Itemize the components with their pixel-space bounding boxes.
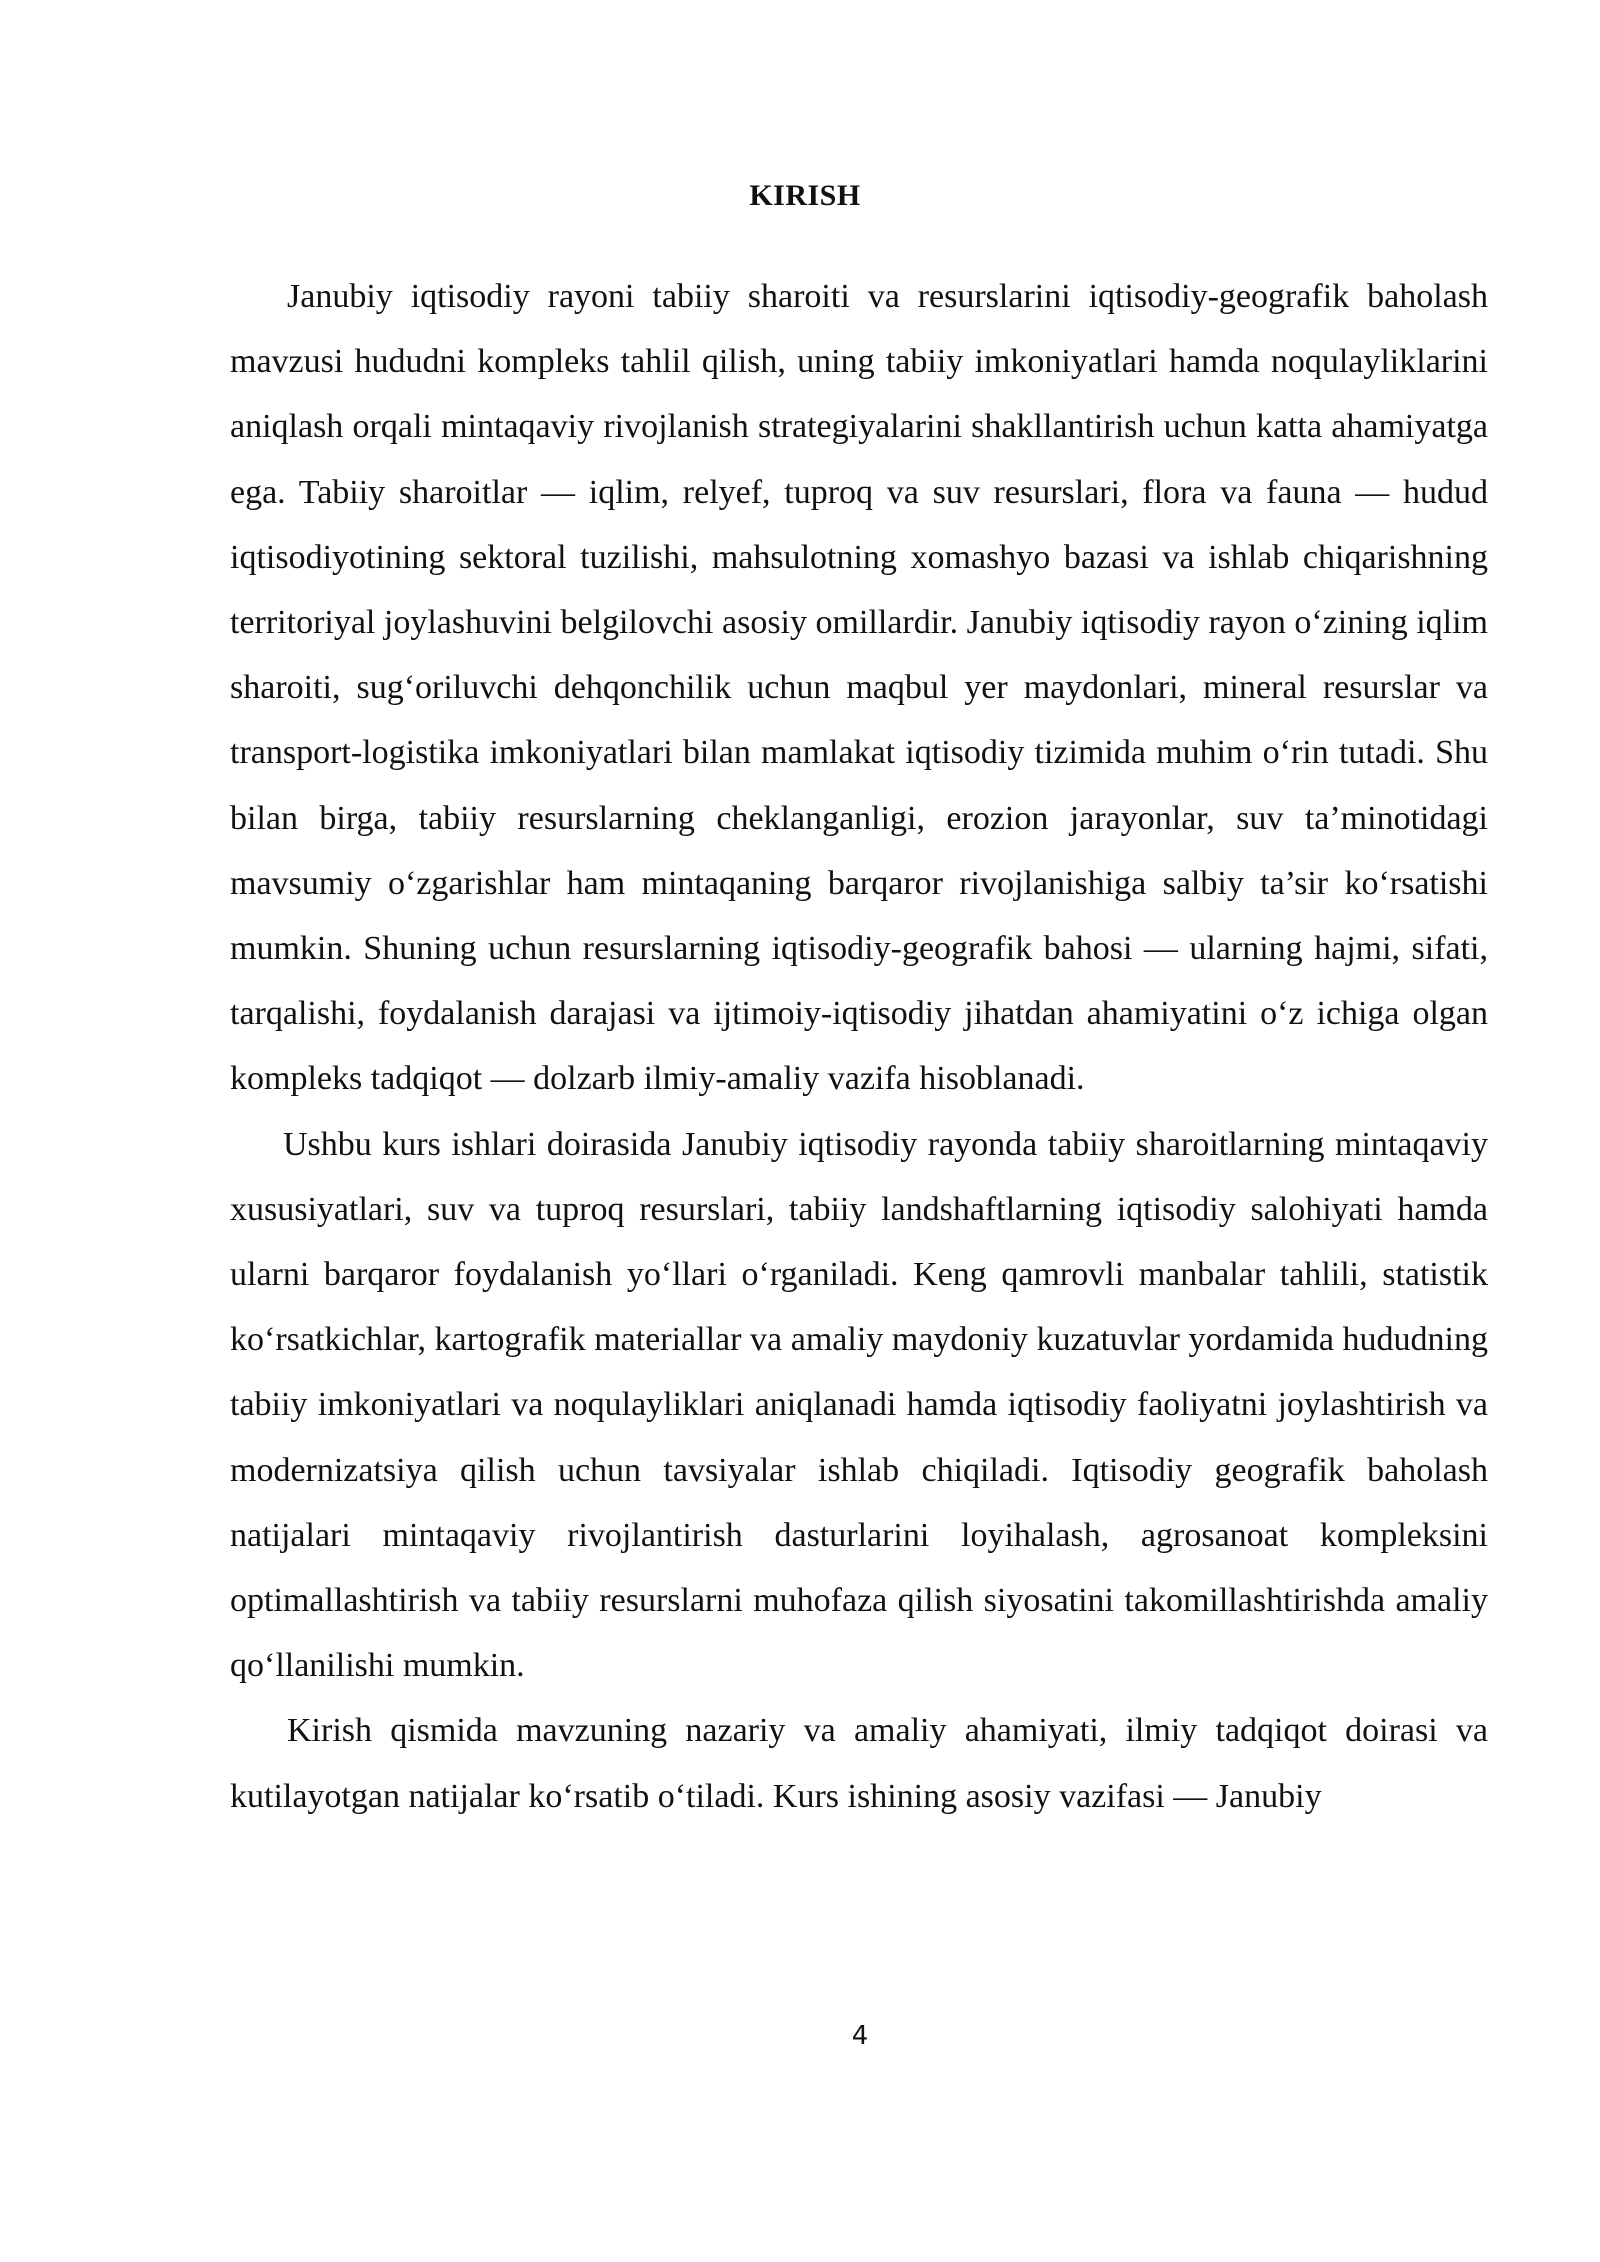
body-text <box>230 264 1488 1829</box>
paragraph-intro: Janubiy iqtisodiy rayoni tabiiy sharoiti va resurslarini iqtisodiy-geografik baholash mavzusi hududni kompleks tahlil qilish, uning tabiiy imkoniyatlari hamda noqulayliklarini aniqlash orqali mintaqaviy rivojlanish strategiyalarini shakllantirish uchun katta ahamiyatga ega. Tabiiy sharoitlar — iqlim, relyef, tuproq va suv resurslari, flora va fauna — hudud iqtisodiyotining sektoral tuzilishi, mahsulotning xomashyo bazasi va ishlab chiqarishning territoriyal joylashuvini belgilovchi asosiy omillardir. Janubiy iqtisodiy rayon o‘zining iqlim sharoiti, sug‘oriluvchi dehqonchilik uchun maqbul yer maydonlari, mineral resurslar va transport-logistika imkoniyatlari bilan mamlakat iqtisodiy tizimida muhim o‘rin tutadi. Shu bilan birga, tabiiy resurslarning cheklanganligi, erozion jarayonlar, suv ta’minotidagi mavsumiy o‘zgarishlar ham mintaqaning barqaror rivojlanishiga salbiy ta’sir ko‘rsatishi mumkin. Shuning uchun resurslarning iqtisodiy-geografik bahosi — ularning hajmi, sifati, tarqalishi, foydalanish darajasi va ijtimoiy-iqtisodiy jihatdan ahamiyatini o‘z ichiga olgan kompleks tadqiqot — dolzarb ilmiy-amaliy vazifa hisoblanadi. <box>230 278 1488 1098</box>
paragraph-tasks: Kirish qismida mavzuning nazariy va amaliy ahamiyati, ilmiy tadqiqot doirasi va kutilayotgan natijalar ko‘rsatib o‘tiladi. Kurs ishining asosiy vazifasi — Janubiy <box>230 1712 1488 1815</box>
paragraph-scope: Ushbu kurs ishlari doirasida Janubiy iqtisodiy rayonda tabiiy sharoitlarning mintaqaviy xususiyatlari, suv va tuproq resurslari, tabiiy landshaftlarning iqtisodiy salohiyati hamda ularni barqaror foydalanish yo‘llari o‘rganiladi. Keng qamrovli manbalar tahlili, statistik ko‘rsatkichlar, kartografik materiallar va amaliy maydoniy kuzatuvlar yordamida hududning tabiiy imkoniyatlari va noqulayliklari aniqlanadi hamda iqtisodiy faoliyatni joylashtirish va modernizatsiya qilish uchun tavsiyalar ishlab chiqiladi. Iqtisodiy geografik baholash natijalari mintaqaviy rivojlantirish dasturlarini loyihalash, agrosanoat kompleksini optimallashtirish va tabiiy resurslarni muhofaza qilish siyosatini takomillashtirishda amaliy qo‘llanilishi mumkin. <box>230 1125 1488 1685</box>
page-number: 4 <box>851 2021 869 2051</box>
section-title: KIRISH <box>749 179 861 212</box>
